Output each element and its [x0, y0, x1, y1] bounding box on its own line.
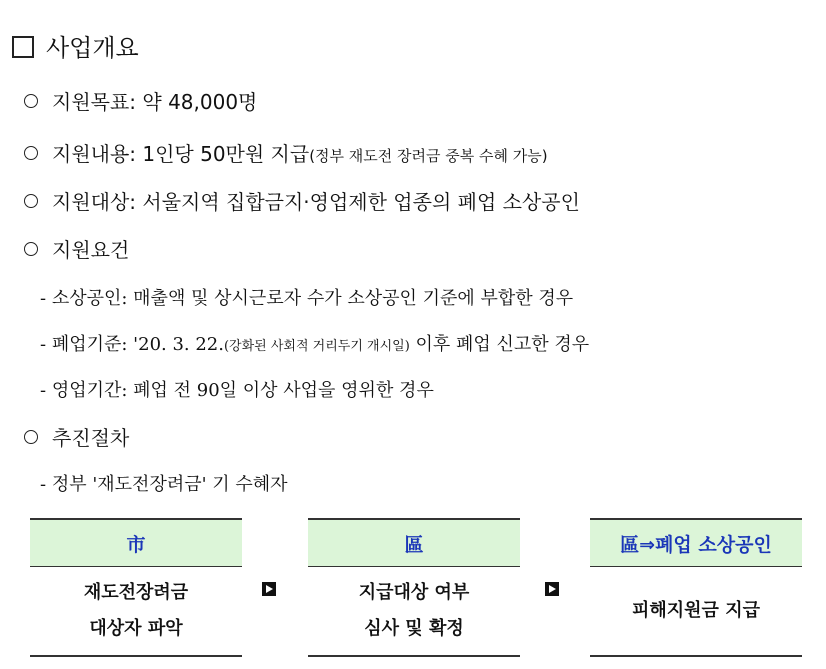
flow-step-head: 區⇒폐업 소상공인	[590, 518, 802, 567]
dash-marker: -	[40, 334, 47, 355]
flow-step-line: 피해지원금 지급	[632, 600, 760, 621]
flow-step-line: 재도전장려금	[83, 582, 189, 603]
flow-step-head: 區	[308, 518, 520, 567]
flow-step-head: 市	[30, 518, 242, 567]
circle-bullet-icon	[24, 94, 38, 108]
requirement-post: 이후 폐업 신고한 경우	[409, 334, 590, 355]
requirement-text: 소상공인: 매출액 및 상시근로자 수가 소상공인 기준에 부합한 경우	[51, 288, 574, 309]
bullet-procedure	[24, 422, 129, 451]
circle-bullet-icon	[24, 242, 38, 256]
bullet-note: (정부 재도전 장려금 중복 수혜 가능)	[309, 147, 548, 165]
procedure-note	[40, 470, 288, 496]
requirement-text: 영업기간: 폐업 전 90일 이상 사업을 영위한 경우	[51, 380, 434, 401]
heading-text: 사업개요	[46, 34, 139, 62]
flow-step-line: 지급대상 여부	[358, 582, 470, 603]
circle-bullet-icon	[24, 194, 38, 208]
requirement-pre: 폐업기준: '20. 3. 22.	[51, 334, 224, 355]
dash-marker: -	[40, 380, 47, 401]
bullet-label: 지원목표:	[52, 90, 137, 114]
bullet-label: 지원내용:	[52, 142, 137, 166]
flow-step-body	[590, 567, 802, 657]
circle-bullet-icon	[24, 430, 38, 444]
flow-step-line: 심사 및 확정	[364, 618, 464, 639]
requirement-note: (강화된 사회적 거리두기 개시일)	[223, 339, 410, 354]
bullet-label: 지원요건	[52, 238, 130, 262]
flow-step-1	[30, 518, 242, 657]
bullet-label: 지원대상:	[52, 190, 137, 214]
dash-marker: -	[40, 474, 47, 495]
bullet-label: 추진절차	[52, 426, 130, 450]
flow-step-body	[308, 567, 520, 657]
circle-bullet-icon	[24, 146, 38, 160]
bullet-content	[24, 138, 548, 167]
bullet-target	[24, 86, 257, 115]
bullet-eligibility	[24, 186, 580, 215]
procedure-note-text: 정부 '재도전장려금' 기 수혜자	[51, 474, 288, 495]
flow-step-2	[308, 518, 520, 657]
arrow-right-icon	[262, 582, 276, 596]
flow-step-line: 대상자 파악	[89, 618, 183, 639]
flow-step-body	[30, 567, 242, 657]
requirement-item	[40, 376, 434, 402]
arrow-right-icon	[545, 582, 559, 596]
flow-step-3	[590, 518, 802, 657]
dash-marker: -	[40, 288, 47, 309]
bullet-text: 1인당 50만원 지급	[142, 142, 310, 166]
bullet-requirements	[24, 234, 129, 263]
requirement-item	[40, 284, 573, 310]
requirement-item	[40, 330, 589, 356]
bullet-text: 서울지역 집합금지·영업제한 업종의 폐업 소상공인	[142, 190, 580, 214]
section-heading	[12, 28, 139, 63]
checkbox-square-icon	[12, 36, 34, 58]
bullet-text: 약 48,000명	[142, 90, 258, 114]
